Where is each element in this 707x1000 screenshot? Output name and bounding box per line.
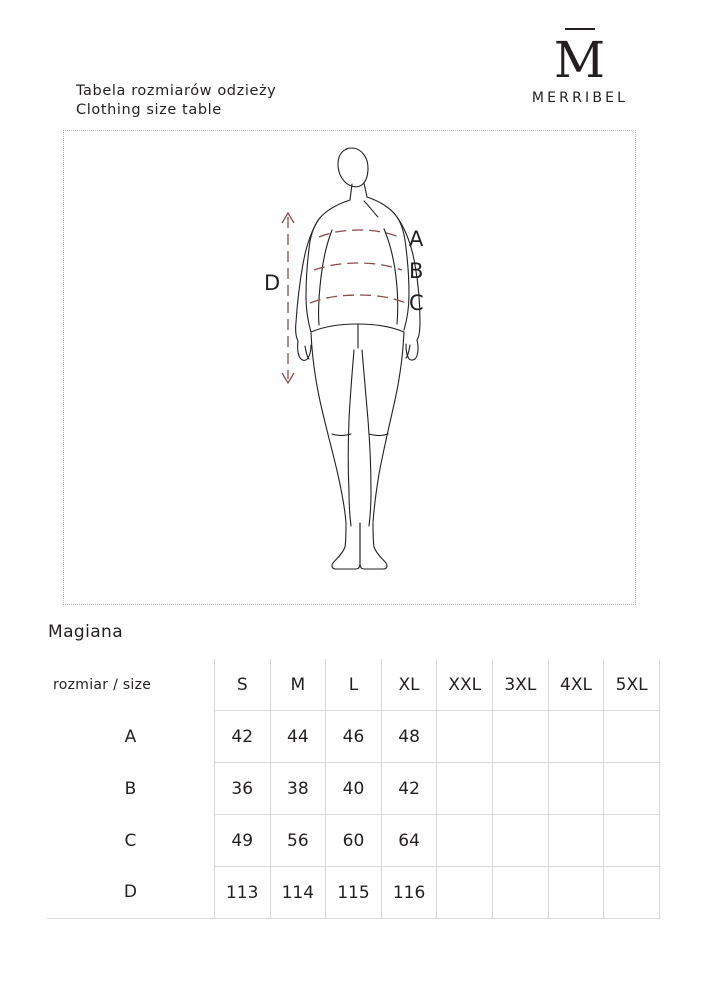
female-figure-illustration: [64, 131, 637, 606]
cell-d-3xl: [493, 867, 549, 919]
cell-b-4xl: [548, 763, 604, 815]
column-header-xxl: XXL: [437, 659, 493, 711]
cell-c-m: 56: [270, 815, 326, 867]
figure-frame: [63, 130, 636, 605]
row-label-d: D: [47, 867, 214, 919]
cell-d-m: 114: [270, 867, 326, 919]
cell-c-4xl: [548, 815, 604, 867]
row-label-c: C: [47, 815, 214, 867]
cell-d-xl: 116: [381, 867, 437, 919]
cell-b-xl: 42: [381, 763, 437, 815]
title-english: Clothing size table: [76, 102, 222, 119]
column-header-xl: XL: [381, 659, 437, 711]
brand-logo: [515, 28, 645, 106]
table-header-row: [47, 659, 660, 711]
table-row: [47, 711, 660, 763]
table-row: [47, 763, 660, 815]
cell-b-3xl: [493, 763, 549, 815]
figure-label-a: A: [409, 227, 424, 251]
cell-a-3xl: [493, 711, 549, 763]
column-header-3xl: 3XL: [493, 659, 549, 711]
table-row: [47, 867, 660, 919]
column-header-4xl: 4XL: [548, 659, 604, 711]
cell-b-l: 40: [326, 763, 382, 815]
column-header-m: M: [270, 659, 326, 711]
brand-wordmark: MERRIBEL: [531, 90, 629, 106]
cell-a-4xl: [548, 711, 604, 763]
cell-d-xxl: [437, 867, 493, 919]
cell-c-xl: 64: [381, 815, 437, 867]
row-label-b: B: [47, 763, 214, 815]
cell-d-s: 113: [214, 867, 270, 919]
row-label-a: A: [47, 711, 214, 763]
column-header-l: L: [326, 659, 382, 711]
brand-overline: [565, 28, 595, 30]
column-header-s: S: [214, 659, 270, 711]
cell-a-xl: 48: [381, 711, 437, 763]
page-title: [76, 82, 276, 120]
cell-a-xxl: [437, 711, 493, 763]
product-name: Magiana: [48, 622, 124, 642]
figure-label-b: B: [409, 259, 424, 283]
column-header-5xl: 5XL: [604, 659, 660, 711]
cell-c-xxl: [437, 815, 493, 867]
cell-d-5xl: [604, 867, 660, 919]
cell-a-l: 46: [326, 711, 382, 763]
cell-c-l: 60: [326, 815, 382, 867]
figure-label-d: D: [264, 271, 281, 295]
table-corner-label: rozmiar / size: [47, 659, 214, 711]
cell-c-3xl: [493, 815, 549, 867]
size-table: [47, 659, 660, 919]
table-row: [47, 815, 660, 867]
cell-b-s: 36: [214, 763, 270, 815]
cell-d-4xl: [548, 867, 604, 919]
cell-c-s: 49: [214, 815, 270, 867]
cell-a-5xl: [604, 711, 660, 763]
cell-c-5xl: [604, 815, 660, 867]
cell-b-xxl: [437, 763, 493, 815]
brand-monogram: M: [553, 31, 607, 89]
cell-b-m: 38: [270, 763, 326, 815]
cell-b-5xl: [604, 763, 660, 815]
cell-a-s: 42: [214, 711, 270, 763]
figure-label-c: C: [409, 291, 424, 315]
title-polish: Tabela rozmiarów odzieży: [76, 83, 277, 99]
cell-a-m: 44: [270, 711, 326, 763]
header: [0, 20, 707, 120]
cell-d-l: 115: [326, 867, 382, 919]
